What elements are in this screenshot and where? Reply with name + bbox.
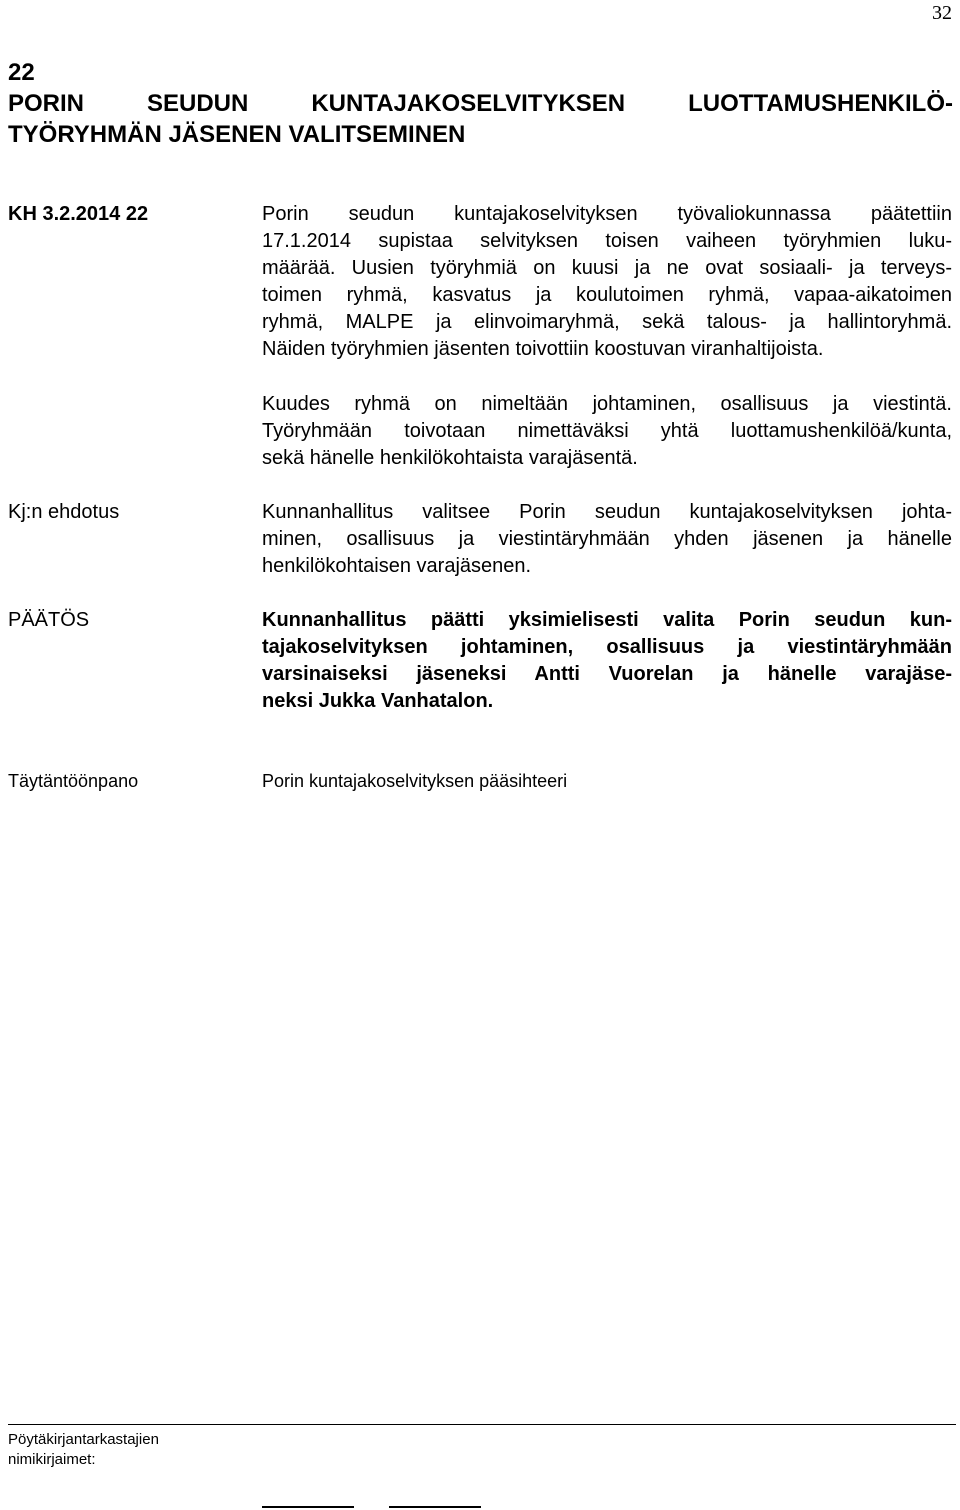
- title-word: SEUDUN: [147, 90, 249, 117]
- signature-line: [389, 1506, 481, 1508]
- text-line: varsinaiseksi jäseneksi Antti Vuorelan ja hänelle varajäse-: [262, 663, 952, 685]
- text-line: Työryhmään toivotaan nimettäväksi yhtä luottamushenkilöä/kunta,: [262, 420, 952, 442]
- section-heading: [8, 57, 953, 150]
- text-line: Porin seudun kuntajakoselvityksen työvaliokunnassa päätettiin: [262, 203, 952, 225]
- text-line: tajakoselvityksen johtaminen, osallisuus ja viestintäryhmään: [262, 636, 952, 658]
- text-line: Näiden työryhmien jäsenten toivottiin koostuvan viranhaltijoista.: [262, 338, 824, 360]
- implementation-value: [262, 768, 952, 795]
- section-title-line-2: TYÖRYHMÄN JÄSENEN VALITSEMINEN: [8, 121, 466, 148]
- text-line: 17.1.2014 supistaa selvityksen toisen vaiheen työryhmien luku-: [262, 230, 952, 252]
- text-line: minen, osallisuus ja viestintäryhmään yhden jäsenen ja hänelle: [262, 528, 952, 550]
- footer-label-line: nimikirjaimet:: [8, 1451, 96, 1468]
- text-line: henkilökohtaisen varajäsenen.: [262, 555, 532, 577]
- kh-paragraph-1: [262, 201, 952, 363]
- title-word: KUNTAJAKOSELVITYKSEN: [311, 90, 626, 117]
- signature-line: [262, 1506, 354, 1508]
- kh-label: KH 3.2.2014 22: [8, 203, 149, 225]
- decision-paragraph: [262, 607, 952, 715]
- text-line: Kunnanhallitus päätti yksimielisesti valita Porin seudun kun-: [262, 609, 952, 631]
- proposal-paragraph: [262, 499, 952, 580]
- text-line: Kuudes ryhmä on nimeltään johtaminen, osallisuus ja viestintä.: [262, 393, 952, 415]
- title-word: PORIN: [8, 90, 85, 117]
- text-line: määrää. Uusien työryhmiä on kuusi ja ne ovat sosiaali- ja terveys-: [262, 257, 952, 279]
- kh-paragraph-2: [262, 391, 952, 472]
- page-number: 32: [932, 2, 952, 24]
- footer-initials-label: [8, 1430, 159, 1470]
- text-line: neksi Jukka Vanhatalon.: [262, 690, 494, 712]
- proposal-label: Kj:n ehdotus: [8, 501, 120, 523]
- section-title-line-1: [8, 88, 953, 119]
- title-word: LUOTTAMUSHENKILÖ-: [688, 90, 953, 117]
- text-line: Kunnanhallitus valitsee Porin seudun kuntajakoselvityksen johta-: [262, 501, 952, 523]
- text-line: Porin kuntajakoselvityksen pääsihteeri: [262, 771, 568, 791]
- text-line: ryhmä, MALPE ja elinvoimaryhmä, sekä talous- ja hallintoryhmä.: [262, 311, 952, 333]
- footer-divider: [8, 1424, 956, 1425]
- text-line: sekä hänelle henkilökohtaista varajäsentä.: [262, 447, 638, 469]
- decision-label: PÄÄTÖS: [8, 609, 90, 631]
- implementation-label: Täytäntöönpano: [8, 771, 139, 791]
- footer-label-line: Pöytäkirjantarkastajien: [8, 1431, 159, 1448]
- section-number: 22: [8, 59, 35, 86]
- text-line: toimen ryhmä, kasvatus ja koulutoimen ryhmä, vapaa-aikatoimen: [262, 284, 952, 306]
